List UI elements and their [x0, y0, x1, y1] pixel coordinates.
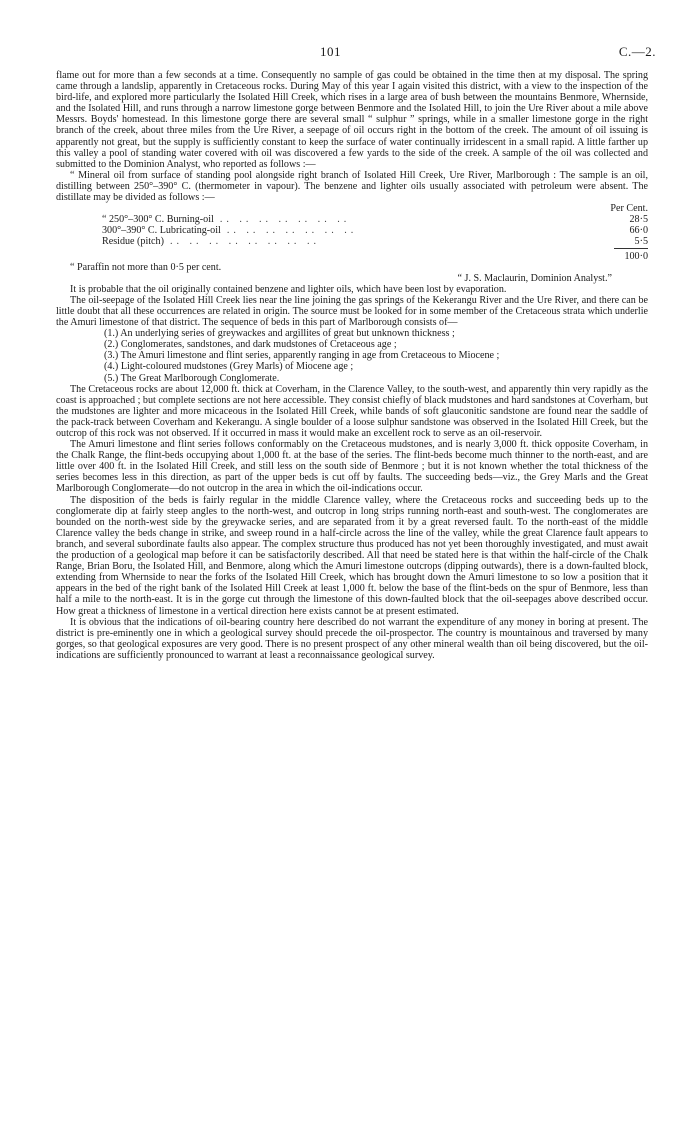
analysis-table: [102, 203, 648, 261]
row-label: “ 250°–300° C. Burning-oil: [102, 214, 214, 226]
analyst-signature: “ J. S. Maclaurin, Dominion Analyst.”: [457, 272, 612, 284]
table-row: [102, 214, 648, 225]
row-label: Residue (pitch): [102, 236, 164, 248]
list-item: (4.) Light-coloured mudstones (Grey Marls) of Miocene age ;: [104, 361, 354, 373]
paragraph: The disposition of the beds is fairly regular in the middle Clarence valley, where the Cretaceous rocks and succeeding beds up to the conglomerate dip at fairly steep angles to the north-west, and outcrop in long strips running north-east and south-west. The conglomerates are bounded on the north-west side by the greywacke series, and are separated from it by a great reversed fault. To the north-east of the middle Clarence valley the beds change in strike, and sweep round in a half-circle across the line of the valley, while the great Clarence fault appears to branch, and several subordinate faults also appear. The complex structure thus produced has not yet been thoroughly investigated, and must await the production of a geological map before it can be satisfactorily described. All that need be stated here is that within the half-circle of the Chalk Range, Brian Boru, the Isolated Hill, and Benmore, along which the Amuri limestone outcrops (dipping outwards), there is a down-faulted block, extending from Whernside to near the forks of the Isolated Hill Creek, which has brought down the Amuri limestone to so low a position that it appears in the bed of the right bank of the Isolated Hill Creek at least 1,000 ft. below the base of the flint-beds on the spur of Benmore, less than half a mile to the north-east. It is in the gorge cut through the limestone of this down-faulted block that the oil-seepages above described occur. How great a thickness of limestone in a vertical direction here exists cannot be at present estimated.: [56, 494, 648, 617]
row-label: 300°–390° C. Lubricating-oil: [102, 225, 221, 237]
table-row: [102, 225, 648, 236]
paragraph: The Cretaceous rocks are about 12,000 ft. thick at Coverham, in the Clarence Valley, to the south-west, and apparently thin very rapidly as the coast is approached ; but complete sections are not here accessible. They consist chiefly of black mudstones and hard sandstones at Coverham, but the mudstones are lighter and more micaceous in the Isolated Hill Creek, while bands of soft glauconitic sandstone are found near the saddle of the pack-track between Coverham and Kekerangu. A single boulder of a loose sulphur sandstone was observed in the Isolated Hill Creek, but the outcrop of this rock was not observed. If it occurred in mass it would make an excellent rock to serve as an oil-reservoir.: [56, 383, 648, 439]
bed-sequence-list: [56, 328, 648, 383]
list-item: (5.) The Great Marlborough Conglomerate.: [104, 372, 280, 384]
leader-dots: .. .. .. .. .. .. .. ..: [169, 236, 320, 248]
paragraph: flame out for more than a few seconds at a time. Consequently no sample of gas could be obtained in the time then at my disposal. The spring came through a landslip, apparently in Cretaceous rocks. During May of this year I again visited this district, with a view to the inspection of the bird-life, and explored more particularly the Isolated Hill Creek, which rises in a large area of bush between the mountains Benmore, Whernside, and the Isolated Hill, and runs through a narrow limestone gorge between Benmore and the Isolated Hill, to join the Ure River about a mile above Messrs. Boyds' homestead. In this limestone gorge there are several small “ sulphur ” springs, while in a smaller limestone gorge in the right branch of the creek, about three miles from the Ure River, a seepage of oil occurs right in the bottom of the creek. The amount of oil issuing is apparently not great, but the supply is sufficiently constant to keep the surface of water continually irridescent in a small rapid. A little farther up this valley a pool of standing water covered with oil was discovered a few yards to the side of the creek. A sample of the oil was collected and submitted to the Dominion Analyst, who reported as follows :—: [56, 70, 648, 170]
list-item: (3.) The Amuri limestone and flint series, apparently ranging in age from Cretaceous to Miocene ;: [104, 350, 500, 362]
paragraph: It is probable that the oil originally contained benzene and lighter oils, which have been lost by evaporation.: [70, 283, 507, 295]
analysis-note: “ Paraffin not more than 0·5 per cent.: [70, 261, 222, 273]
table-unit-header: Per Cent.: [610, 203, 648, 215]
page-number: 101: [320, 44, 341, 59]
paragraph: The Amuri limestone and flint series follows conformably on the Cretaceous mudstones, and is nearly 3,000 ft. thick opposite Coverham, in the Chalk Range, the flint-beds occupying about 1,000 ft. at the base of the series. The flint-beds become much thinner to the north-east, and are little over 400 ft. in the Isolated Hill Creek, and still less on the south side of Benmore ; but it is not known whether the total thickness of the series becomes less in this direction, as part of the upper beds is cut off by faults. The succeeding beds—viz., the Grey Marls and the Great Marlborough Conglomerate—do not outcrop in the area in which the oil-indications occur.: [56, 439, 648, 495]
paragraph: The oil-seepage of the Isolated Hill Creek lies near the line joining the gas springs of the Kekerangu River and the Ure River, and there can be little doubt that all these occurrences are related in origin. The source must be looked for in some member of the Cretaceous strata which underlie the Amuri limestone of that district. The sequence of beds in this part of Marlborough consists of—: [56, 294, 648, 329]
row-value: 5·5: [634, 236, 648, 248]
total-value: 100·0: [614, 248, 648, 262]
leader-dots: .. .. .. .. .. .. ..: [226, 225, 358, 237]
analyst-quote: “ Mineral oil from surface of standing pool alongside right branch of Isolated Hill Creek, Ure River, Marlborough : The sample is an oil, distilling between 250°–390° C. (thermometer in vapour). The benzene and lighter oils usually associated with petroleum were absent. The distillate may be divided as follows :—: [56, 169, 648, 204]
list-item: (2.) Conglomerates, sandstones, and dark mudstones of Cretaceous age ;: [104, 339, 397, 351]
paragraph: It is obvious that the indications of oil-bearing country here described do not warrant the expenditure of any money in boring at present. The district is pre-eminently one in which a geological survey should precede the oil-prospector. The country is mountainous and traversed by many gorges, so that geological exposures are very good. There is no present prospect of any other mineral wealth than oil being discovered, but the oil-indications are sufficiently pronounced to warrant at least a reconnaissance geological survey.: [56, 616, 648, 661]
table-row: [102, 236, 648, 247]
leader-dots: .. .. .. .. .. .. ..: [219, 214, 351, 226]
section-reference: C.—2.: [618, 44, 656, 59]
list-item: (1.) An underlying series of greywackes and argillites of great but unknown thickness ;: [104, 328, 455, 340]
row-value: 66·0: [629, 225, 648, 237]
table-total: [102, 248, 648, 262]
row-value: 28·5: [629, 214, 648, 226]
page-header: [0, 44, 700, 60]
body-text: [56, 70, 648, 661]
